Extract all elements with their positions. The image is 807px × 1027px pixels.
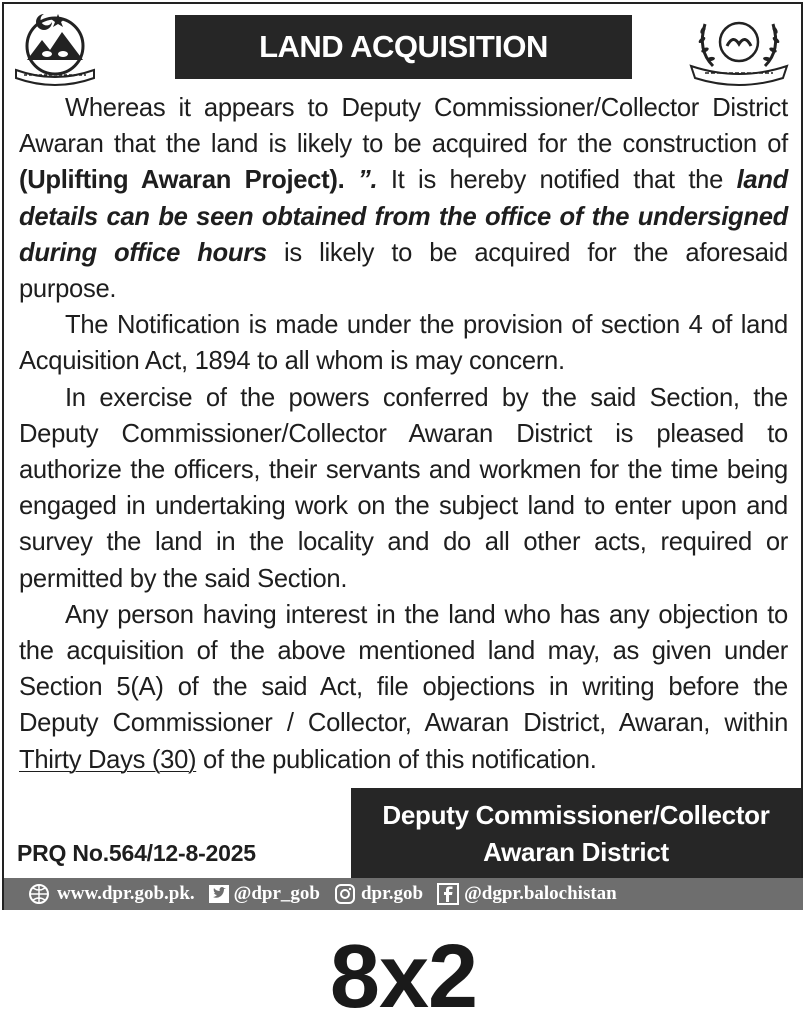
twitter-icon [209,885,229,903]
twitter-handle[interactable]: @dpr_gob [233,883,320,904]
footer-instagram[interactable] [334,883,423,905]
project-name: (Uplifting Awaran Project). [19,166,345,195]
p1-text-c: It is hereby notified that the [377,166,737,195]
p4-text-b: of the publication of this notification. [196,745,597,774]
prq-number: PRQ No.564/12-8-2025 [17,840,256,866]
balochistan-emblem-icon [10,8,100,90]
paragraph-4 [19,597,788,778]
notice-body [19,90,788,778]
p1-quote-mark: ”. [344,166,378,195]
objection-period: Thirty Days (30) [19,745,197,774]
signatory-box [351,788,801,880]
globe-icon [26,883,52,905]
footer-twitter[interactable] [209,883,320,905]
signatory-district: Awaran District [483,837,669,867]
footer-facebook[interactable] [437,883,617,905]
facebook-handle[interactable]: @dgpr.balochistan [464,883,617,904]
facebook-icon [437,883,459,905]
dgpr-emblem-icon [683,10,795,90]
paragraph-1 [19,90,788,307]
paragraph-2: The Notification is made under the provision of section 4 of land Acquisition Act, 1894 to all whom is may concern. [19,311,788,376]
land-details-note: land details can be seen obtained from the office of the undersigned during office hours [19,166,788,267]
footer-bar [4,878,803,910]
instagram-icon [334,883,356,905]
notice-title: LAND ACQUISITION [175,15,632,79]
paragraph-3: In exercise of the powers conferred by the said Section, the Deputy Commissioner/Collector Awaran District is pleased to authorize the officers, their servants and workmen for the time being engaged in undertaking work on the subject land to enter upon and survey the land in the locality and do all other acts, required or permitted by the said Section. [19,383,788,593]
p1-text-a: Whereas it appears to Deputy Commissioner/Collector District Awaran that the land is likely to be acquired for the construction of [19,94,788,159]
instagram-handle[interactable]: dpr.gob [360,883,424,904]
website-link[interactable]: www.dpr.gob.pk. [57,883,195,904]
ad-size-label: 8x2 [329,927,478,1027]
signatory-title: Deputy Commissioner/Collector [382,800,770,830]
footer-website[interactable] [26,883,195,905]
p4-text-a: Any person having interest in the land who has any objection to the acquisition of the above mentioned land may, as given under Section 5(A) of the said Act, file objections in writing before the Deputy Commissioner / Collector, Awaran District, Awaran, within [19,600,788,738]
p1-text-d: is likely to be acquired for the aforesaid purpose. [19,238,788,304]
